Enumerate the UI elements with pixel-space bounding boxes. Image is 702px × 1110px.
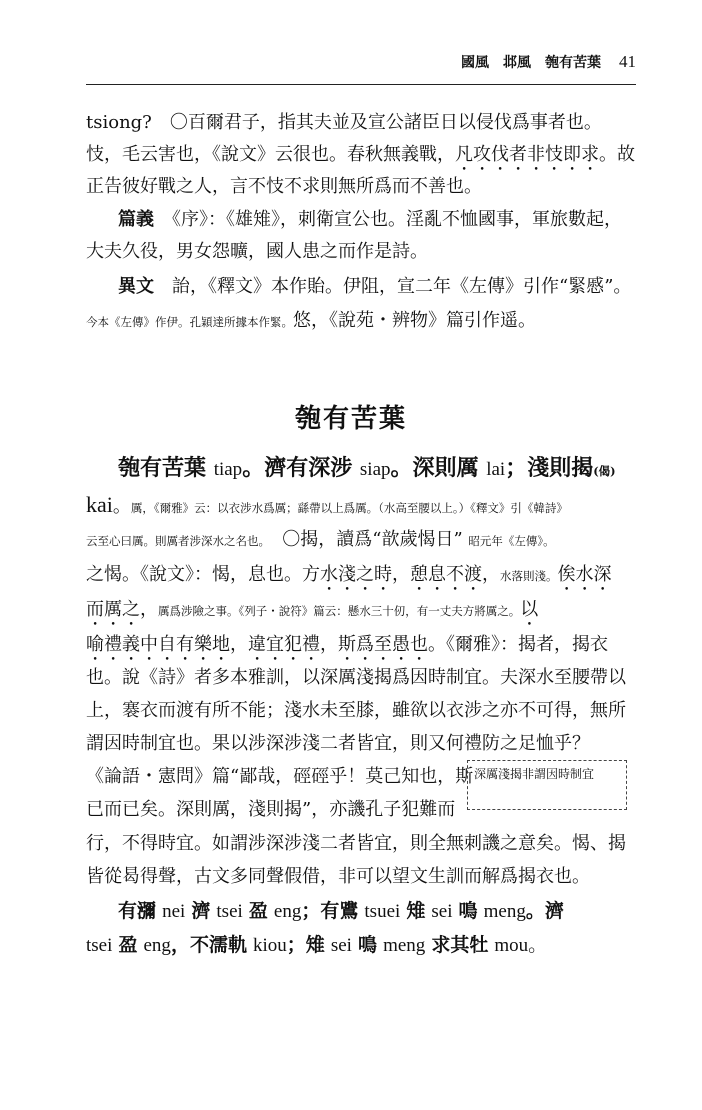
poem-phrase: 鳴: [358, 934, 378, 956]
header-rule: [86, 84, 636, 85]
running-header: [461, 52, 636, 72]
text-line: [86, 630, 626, 665]
text-line: [86, 729, 626, 758]
poem-phrase: 。濟: [525, 900, 564, 922]
text-line: [86, 108, 626, 137]
text-line-content: 。《爾雅》：揭者，揭衣: [428, 634, 608, 655]
text-line: [86, 237, 626, 266]
poem-phrase: 匏有苦葉: [118, 455, 207, 481]
poem-phrase: 盈: [248, 900, 268, 922]
header-section-guofeng: 國風: [461, 55, 489, 71]
small-note: (偈): [593, 464, 616, 478]
text-line: [86, 172, 626, 201]
poem-phrase: 有瀰: [118, 900, 157, 922]
text-line: [86, 595, 626, 630]
phonetic: siap: [359, 459, 391, 480]
margin-note-box: [467, 760, 627, 810]
text-line-content: ，: [140, 599, 158, 620]
phonetic: kai: [86, 492, 113, 517]
section-label-yiwen: 異文: [118, 276, 154, 297]
emphasized-text: 俟水深: [557, 564, 612, 585]
text-line: [118, 205, 658, 234]
page-number: 41: [619, 52, 636, 71]
poem-title: 匏有苦葉: [294, 404, 407, 434]
phonetic: sei: [330, 935, 352, 956]
text-line: [86, 525, 626, 556]
phonetic: mou: [494, 935, 529, 956]
poem-phrase: 淺則揭: [527, 455, 594, 481]
poem-phrase: 盈: [118, 934, 138, 956]
phonetic: tsuei: [364, 901, 401, 922]
phonetic: tsei: [216, 901, 243, 922]
poem-phrase: 濟有深涉: [264, 455, 353, 481]
poem-phrase: 濟: [191, 900, 211, 922]
text-line-content: 忮，毛云害也，《說文》云很也。春秋無義戰，: [86, 144, 455, 165]
text-line-content: 詒，《釋文》本作貽。伊阻，宣二年《左傳》引作“緊慼”。: [172, 276, 632, 297]
phonetic: eng: [143, 935, 171, 956]
text-line-content: 上，褰衣而渡有所不能；淺水未至膝，雖欲以衣涉之亦不可得，無所: [86, 700, 626, 721]
phonetic: tsei: [86, 935, 113, 956]
emphasized-text: 而厲之: [86, 599, 140, 620]
phonetic: nei: [162, 901, 186, 922]
punctuation: 。: [528, 934, 548, 956]
emphasized-text: 喻禮義中自有樂地，違宜犯禮，斯爲至愚也: [86, 634, 428, 655]
small-note: 水落則淺。: [500, 569, 558, 583]
margin-note-text: 深厲淺揭非謂因時制宜: [474, 767, 595, 781]
phonetic: meng: [483, 901, 526, 922]
poem-line: 匏有苦葉 tiap。濟有深涉 siap。深則厲 lai；淺則揭(偈): [118, 455, 616, 481]
phonetic: tiap: [213, 459, 243, 480]
poem-phrase: 求其牡: [431, 934, 489, 956]
poem-phrase: 鳴: [458, 900, 478, 922]
phonetic: lai: [486, 459, 506, 480]
text-line: [86, 663, 626, 692]
text-line-content: 已而已矣。深則厲，淺則揭”，亦譏孔子犯難而: [86, 799, 456, 820]
small-note: 云至心曰厲。則厲者涉深水之名也。: [86, 534, 265, 548]
text-line: [86, 829, 626, 858]
phonetic: kiou: [253, 935, 287, 956]
text-line: [86, 140, 635, 175]
phonetic: meng: [383, 935, 426, 956]
text-line-content: 行，不得時宜。如謂涉深涉淺二者皆宜，則全無刺譏之意矣。愒、揭: [86, 833, 626, 854]
text-line: [86, 795, 461, 824]
text-line: kai。厲，《爾雅》云：以衣涉水爲厲；繇帶以上爲厲。（水高至腰以上。）《釋文》引《韓詩》: [86, 492, 568, 517]
emphasized-text: 凡攻伐者非忮即求: [455, 144, 599, 165]
poem-phrase: 雉: [406, 900, 426, 922]
text-line-content: 大夫久役，男女怨曠，國人患之而作是詩。: [86, 241, 428, 262]
text-line-content: 也。說《詩》者多本雅訓，以深厲淺揭爲因時制宜。夫深水至腰帶以: [86, 667, 626, 688]
text-line: [86, 306, 626, 337]
small-note: 厲，《爾雅》云：以衣涉水爲厲；繇帶以上爲厲。（水高至腰以上。）《釋文》引《韓詩》: [130, 501, 568, 515]
text-line-content: 《論語・憲問》篇“鄙哉，硜硜乎！莫己知也，斯: [86, 766, 474, 787]
text-line: [86, 862, 626, 891]
poem-phrase: ；有鷕: [301, 900, 359, 922]
poem-phrase: ；雉: [286, 934, 325, 956]
text-line-content: 悠，《說苑・辨物》篇引作遥。: [293, 310, 536, 331]
small-note: 厲爲涉險之事。《列子・說符》篇云：懸水三十仞，有一丈夫方將厲之。: [158, 604, 521, 618]
text-line: [86, 762, 474, 791]
phonetic: eng: [273, 901, 302, 922]
text-line: [86, 696, 626, 725]
emphasized-text: 以: [520, 599, 539, 620]
small-note: 今本《左傳》作伊。孔穎達所據本作緊。: [86, 315, 293, 329]
text-line-content: 正告彼好戰之人，言不忮不求則無所爲而不善也。: [86, 176, 482, 197]
text-line: [118, 272, 658, 301]
header-section-beifeng: 邶風: [503, 55, 531, 71]
poem-phrase: ，不濡軌: [170, 934, 247, 956]
text-line-content: 《序》：《雄雉》，刺衛宣公也。淫亂不恤國事，軍旅數起，: [172, 209, 622, 230]
text-line: [86, 560, 626, 595]
phonetic: sei: [431, 901, 453, 922]
text-line-content: 之愒。《說文》：愒，息也。方: [86, 564, 320, 585]
text-line-content: 〇揭，讀爲“歆歲愒日”: [282, 529, 463, 550]
text-line-content: tsiong? 〇百爾君子，指其夫並及宣公諸臣日以侵伐爲事者也。: [86, 112, 602, 133]
small-note: 昭元年《左傳》。: [468, 534, 555, 548]
poem-phrase: 深則厲: [412, 455, 479, 481]
poem-line: [118, 897, 658, 926]
text-line-content: 。故: [599, 144, 635, 165]
text-line-content: 皆從曷得聲，古文多同聲假借，非可以望文生訓而解爲揭衣也。: [86, 866, 590, 887]
section-label-pianyi: 篇義: [118, 209, 154, 230]
emphasized-text: 水淺之時，憩息不渡: [320, 564, 482, 585]
poem-line: [86, 931, 626, 960]
header-section-poem: 匏有苦葉: [545, 55, 601, 71]
text-line-content: 謂因時制宜也。果以涉深涉淺二者皆宜，則又何禮防之足恤乎？: [86, 733, 590, 754]
text-line-content: ，: [482, 564, 500, 585]
